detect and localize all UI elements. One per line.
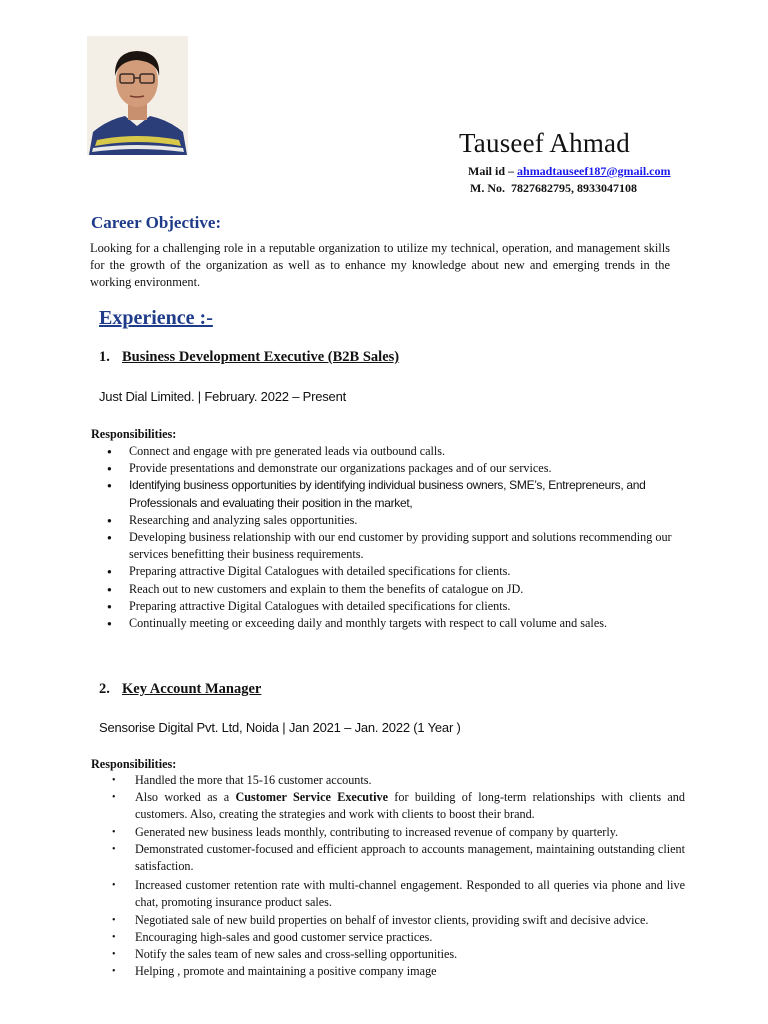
list-item: • Negotiated sale of new build properties on behalf of investor clients, providing swift and decisive advice. [135, 912, 685, 929]
list-item-text: Identifying business opportunities by identifying individual business owners, SME’s, Entrepreneurs, and Professionals and evaluating their position in the market, [129, 478, 646, 510]
list-item: ● Reach out to new customers and explain to them the benefits of catalogue on JD. [129, 581, 689, 598]
list-item: • Increased customer retention rate with multi-channel engagement. Responded to all queries via phone and live chat, promoting insurance product sales. [135, 877, 685, 911]
list-item [135, 789, 685, 823]
list-item: ● Continually meeting or exceeding daily and monthly targets with respect to call volume and sales. [129, 615, 689, 632]
candidate-name: Tauseef Ahmad [459, 128, 630, 158]
contact-block [468, 163, 671, 197]
career-objective-text: Looking for a challenging role in a reputable organization to utilize my technical, operation, and management skills for the growth of the organization as well as to enhance my knowledge about new and emerging trends in the working environment. [90, 241, 670, 289]
job-2-number: 2. [99, 681, 110, 697]
job-2-title-text: Key Account Manager [122, 681, 262, 697]
experience-heading: Experience :- [99, 307, 213, 329]
job-2-title [99, 681, 261, 698]
mobile-numbers: 7827682795, 8933047108 [511, 181, 637, 195]
list-item-text: Also worked as a [135, 790, 236, 805]
list-item-bold: Customer Service Executive [235, 790, 388, 805]
list-item: ● Provide presentations and demonstrate our organizations packages and of our services. [129, 460, 689, 477]
list-item: ● Connect and engage with pre generated leads via outbound calls. [129, 443, 689, 460]
list-item: ● Developing business relationship with our end customer by providing support and solutions recommending our services benefitting their business requirements. [129, 529, 689, 563]
job-2-responsibilities-list [135, 772, 685, 980]
profile-photo [87, 36, 188, 155]
job-2-responsibilities-heading: Responsibilities: [91, 757, 177, 771]
list-item-text: for building of long-term relationships with clients and customers. Also, creating the strategies and work with clients to boost their brand. [135, 790, 685, 822]
list-item: ● Researching and analyzing sales opportunities. [129, 512, 689, 529]
job-1-number: 1. [99, 349, 110, 365]
list-item: • Generated new business leads monthly, contributing to increased revenue of company by quarterly. [135, 824, 685, 841]
list-item: • Helping , promote and maintaining a positive company image [135, 963, 685, 980]
mobile-row [468, 180, 671, 197]
career-objective-heading: Career Objective: [91, 213, 222, 232]
list-item: • Encouraging high-sales and good customer service practices. [135, 929, 685, 946]
job-1-responsibilities-list [129, 443, 689, 632]
list-item [129, 477, 689, 511]
job-1-title-text: Business Development Executive (B2B Sales) [122, 349, 400, 365]
email-link[interactable]: ahmadtauseef187@gmail.com [517, 164, 671, 178]
email-row [468, 163, 671, 180]
list-item: • Notify the sales team of new sales and cross-selling opportunities. [135, 946, 685, 963]
job-2-company: Sensorise Digital Pvt. Ltd, Noida | Jan 2021 – Jan. 2022 (1 Year ) [99, 720, 461, 735]
list-item: ● Preparing attractive Digital Catalogues with detailed specifications for clients. [129, 598, 689, 615]
mobile-label: M. No. [470, 181, 505, 195]
list-item: ● Preparing attractive Digital Catalogues with detailed specifications for clients. [129, 563, 689, 580]
job-1-responsibilities-heading: Responsibilities: [91, 427, 177, 441]
job-1-title [99, 349, 399, 366]
job-1-company: Just Dial Limited. | February. 2022 – Present [99, 389, 347, 404]
mail-label: Mail id – [468, 164, 518, 178]
list-item: • Handled the more that 15-16 customer accounts. [135, 772, 685, 789]
list-item: • Demonstrated customer-focused and efficient approach to accounts management, maintaining outstanding client satisfaction. [135, 841, 685, 875]
